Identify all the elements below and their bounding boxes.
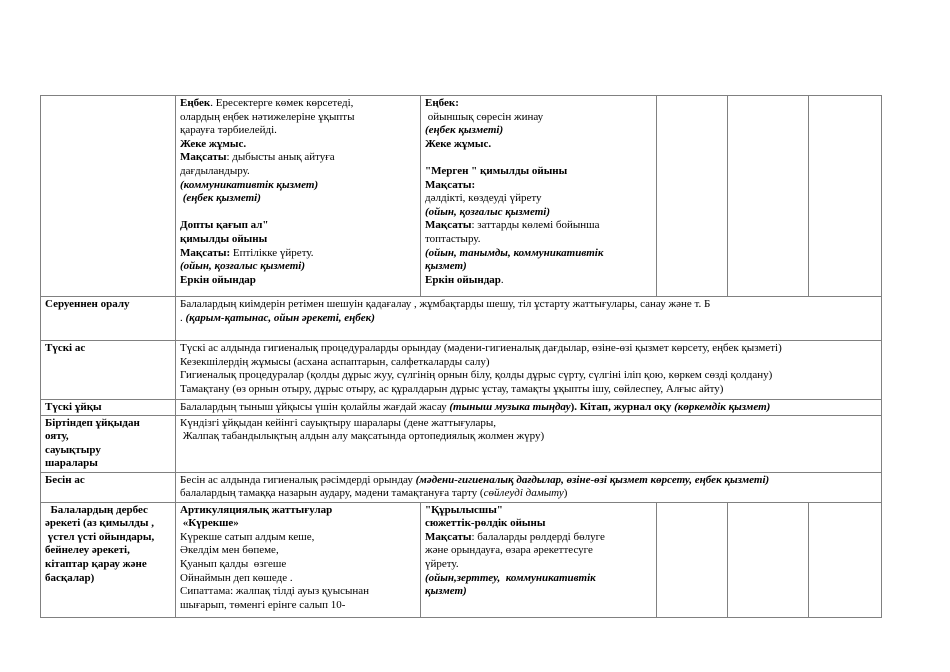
text-line: бейнелеу әрекеті, — [45, 544, 130, 557]
text-activity-type: (еңбек қызметі) — [180, 192, 261, 205]
row-label-afternoon-snack: Бесін ас — [41, 472, 176, 502]
text-labour-heading: Еңбек — [180, 97, 211, 109]
text-game-type: қимылды ойыны — [180, 232, 268, 245]
text-game-type: сюжеттік-рөлдік ойыны — [425, 517, 546, 530]
text-line: Гигиеналық процедуралар (қолды дұрыс жуу, сүлгінің орнын білу, қолды дұрыс сүрту, сүлгіні іліп қою, көркем сөзді қолдану) — [180, 369, 773, 382]
text-line: Балалардың киімдерін ретімен шешуін қадағалау , жұмбақтарды шешу, тіл ұстарту жаттығулары, санау және т. Б — [180, 298, 711, 310]
row-label-wake-up — [41, 415, 176, 472]
text-activity-type: (мәдени-гигиеналық дағдылар, өзіне-өзі қызмет көрсету, еңбек қызметі) — [415, 473, 770, 486]
activity-cell — [176, 96, 421, 297]
text-goal-label: Мақсаты — [425, 530, 472, 543]
description-cell — [176, 415, 882, 472]
text-line: ояту, — [45, 430, 69, 443]
text-line: дағдыландыру. — [180, 164, 250, 177]
text-line: Әкелдім мен бөпеме, — [180, 544, 279, 557]
text-line: . — [500, 273, 504, 286]
row-label-nap: Түскі ұйқы — [41, 400, 176, 416]
table-row — [41, 472, 882, 502]
description-cell — [176, 472, 882, 502]
text-activity-type: (көркемдік қызмет) — [674, 401, 771, 413]
text-line: Қуанып қалды өзгеше — [180, 557, 287, 570]
table-row — [41, 400, 882, 416]
text-line: әрекеті (аз қимылды , — [45, 517, 154, 530]
empty-cell — [809, 96, 882, 297]
table-row — [41, 415, 882, 472]
text-activity-type: (ойын, танымды, коммуникативтік — [425, 246, 604, 259]
text-free-play: Еркін ойындар — [425, 273, 501, 286]
text-individual-work: Жеке жұмыс. — [425, 137, 492, 150]
text-activity-type: қызмет) — [425, 585, 467, 598]
text-exercise-name: «Күрекше» — [180, 517, 239, 530]
text-game-title: Допты қағып ал" — [180, 219, 269, 232]
text-line: Күрекше сатып алдым кеше, — [180, 530, 315, 543]
text-line: олардың еңбек нәтижелеріне ұқыпты — [180, 110, 355, 123]
activity-cell — [421, 502, 657, 617]
row-label-independent-activity — [41, 502, 176, 617]
row-label-cell — [41, 96, 176, 297]
text-activity-type: (ойын, қозғалыс қызметі) — [425, 205, 550, 218]
text-line: үйрету. — [425, 557, 459, 570]
empty-cell — [728, 96, 809, 297]
table-row — [41, 297, 882, 341]
text-line: Сипаттама: жалпақ тілді ауыз қуысынан — [180, 585, 370, 598]
text-line: Түскі ас алдында гигиеналық процедураларды орындау (мәдени-гигиеналық дағдылар, өзіне-өзі қызмет көрсету, еңбек қызметі) — [180, 342, 782, 354]
text-activity-type: (қарым-қатынас, ойын әрекеті, еңбек) — [185, 311, 375, 324]
text-line: дәлдікті, көздеуді үйрету — [425, 192, 542, 205]
description-cell — [176, 297, 882, 341]
daily-plan-table — [40, 95, 882, 618]
table-row — [41, 96, 882, 297]
text-line: кітаптар қарау және — [45, 557, 147, 570]
text-line: . — [180, 311, 186, 324]
text-line: : балаларды рөлдерді бөлуге — [471, 530, 605, 543]
text-line: ойыншық сөресін жинау — [425, 110, 544, 123]
text-line: Күндізгі ұйқыдан кейінгі сауықтыру шаралары (дене жаттығулары, — [180, 416, 497, 429]
text-goal-label: Мақсаты: — [425, 178, 476, 191]
text-line: Ептілікке үйрету. — [230, 246, 314, 259]
text-activity-type: (коммуникативтік қызмет) — [180, 178, 319, 191]
text-goal-label: Мақсаты — [180, 151, 227, 164]
empty-cell — [809, 502, 882, 617]
text-line: сауықтыру — [45, 443, 101, 456]
text-line: ). Кітап, журнал оқу — [570, 401, 675, 413]
text-line: : заттарды көлемі бойынша — [471, 219, 600, 232]
text-line: топтастыру. — [425, 232, 481, 245]
text-line: Жалпақ табандылықтың алдын алу мақсатында ортопедиялық жолмен жүру) — [180, 430, 545, 443]
text-line: қарауға тәрбиелейді. — [180, 124, 277, 137]
activity-cell — [176, 502, 421, 617]
text-line: балалардың тамаққа назарын аудару, мәдени тамақтануға тарту ( — [180, 487, 484, 500]
text-line: Кезекшілердің жұмысы (асхана аспаптарын, салфеткаларды салу) — [180, 355, 490, 368]
text-line: Тамақтану (өз орнын отыру, дұрыс отыру, ас құралдарын дұрыс ұстау, тамақты ұқыпты ішу, сөйлеспеу, Алғыс айту) — [180, 382, 724, 395]
text-free-play: Еркін ойындар — [180, 273, 256, 286]
activity-cell — [421, 96, 657, 297]
table-row — [41, 502, 882, 617]
text-goal-label: Мақсаты — [425, 219, 472, 232]
empty-cell — [657, 502, 728, 617]
text-line: . Ересектерге көмек көрсетеді, — [210, 97, 354, 109]
text-activity-type: (еңбек қызметі) — [425, 124, 504, 137]
text-line: Балалардың тыныш ұйқысы үшін қолайлы жағдай жасау — [180, 401, 450, 413]
text-individual-work: Жеке жұмыс. — [180, 137, 247, 150]
text-line: Балалардың дербес — [45, 503, 148, 516]
text-activity-type: (ойын, қозғалыс қызметі) — [180, 260, 305, 273]
text-line: Ойнаймын деп көшеде . — [180, 571, 293, 584]
table-row — [41, 341, 882, 400]
text-game-title: "Мерген " қимылды ойыны — [425, 164, 568, 177]
text-line: басқалар) — [45, 571, 95, 584]
description-cell — [176, 341, 882, 400]
text-labour-heading: Еңбек: — [425, 97, 459, 109]
text-line: және орындауға, өзара әрекеттесуге — [425, 544, 593, 557]
text-line: шаралары — [45, 457, 98, 470]
row-label-lunch: Түскі ас — [41, 341, 176, 400]
text-line: ) — [563, 487, 568, 500]
text-line: үстел үсті ойындары, — [45, 530, 155, 543]
text-activity-type: (тыныш музыка тыңдау — [449, 401, 571, 413]
text-activity-type: қызмет) — [425, 260, 467, 273]
text-line: Бесін ас алдында гигиеналық рәсімдерді орындау — [180, 473, 416, 486]
text-game-title: "Құрылысшы" — [425, 503, 503, 516]
text-goal-label: Мақсаты: — [180, 246, 231, 259]
text-line: : дыбысты анық айтуға — [226, 151, 335, 164]
row-label-return-from-walk: Серуеннен оралу — [41, 297, 176, 341]
empty-cell — [728, 502, 809, 617]
text-exercise-title: Артикуляциялық жаттығулар — [180, 503, 333, 516]
text-line: шығарып, төменгі ерінге салып 10- — [180, 598, 346, 611]
text-activity-type: сөйлеуді дамыту — [483, 487, 564, 500]
text-line: Біртіндеп ұйқыдан — [45, 416, 140, 429]
description-cell — [176, 400, 882, 416]
text-activity-type: (ойын,зерттеу, коммуникативтік — [425, 571, 596, 584]
empty-cell — [657, 96, 728, 297]
